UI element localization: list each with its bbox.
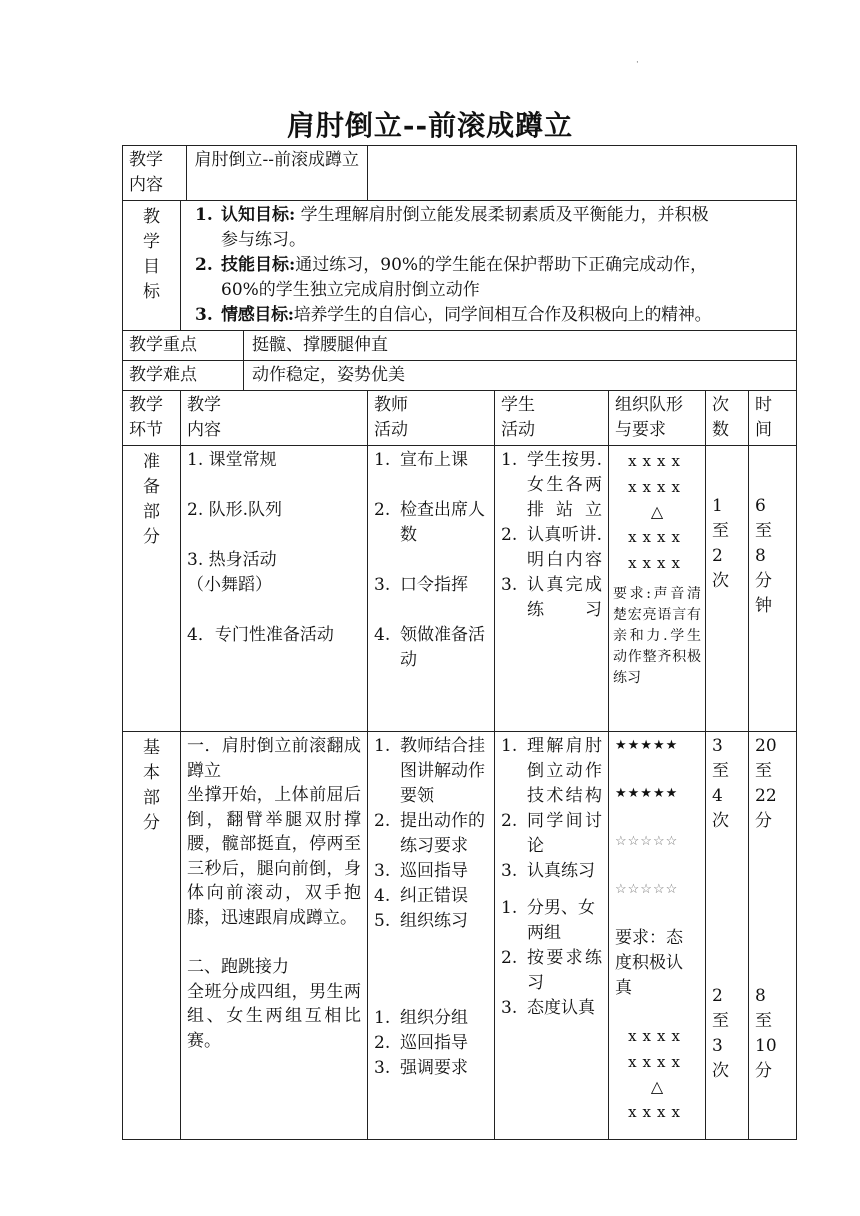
main-times: 3 至 4 次 2 至 3 次 [706,732,749,1140]
goals-row [123,201,797,331]
goals-content [181,201,797,331]
girls-group-stars: ☆☆☆☆☆ [615,834,679,849]
key-point-label: 教学重点 [123,331,244,360]
main-stage: 基 本 部 分 [123,732,181,1140]
difficulty-row [123,361,797,391]
difficulty-label: 教学难点 [123,361,244,390]
boys-group-stars: ★★★★★ [615,786,679,801]
lesson-plan-table [122,145,797,1140]
goal-cognitive: 1. 认知目标: 学生理解肩肘倒立能发展柔韧素质及平衡能力，并积极 参与练习。 [195,205,709,250]
main-requirement: 要求：态度积极认真 [615,928,683,998]
main-content: 一．肩肘倒立前滚翻成蹲立 坐撑开始，上体前屈后倒，翻臂举腿双肘撑腰，髋部挺直，停两至三秒后，腿向前倒，身体向前滚动，双手抱膝，迅速跟肩成蹲立。 二、跑跳接力 全班分成四组，男生两组、女生两组互相比赛。 [181,732,368,1140]
key-point-row [123,331,797,361]
prep-content: 1. 课堂常规 2. 队形.队列 3. 热身活动 （小舞蹈） 4．专门性准备活动 [181,446,368,732]
prep-requirement: 要求:声音清楚宏亮语言有亲和力.学生动作整齐积极练习 [613,586,701,686]
col-times: 次 数 [706,391,749,446]
prep-row [123,446,797,732]
prep-organization: xxxx xxxx △ xxxx xxxx 要求:声音清楚宏亮语言有亲和力.学生动作整齐积极练习 [609,446,706,732]
page-marker: · [636,58,639,68]
main-teacher: 1. 教师结合挂图讲解动作要领 2. 提出动作的练习要求 3. 巡回指导 4. 纠正错误 5. 组织练习 1. 组织分组 2. 巡回指导 3. 强调要求 [368,732,495,1140]
main-student: 1. 理解肩肘倒立动作技术结构 2. 同学间讨论 3. 认真练习 1. 分男、女两组 2. 按要求练习 3. 态度认真 [495,732,609,1140]
prep-duration: 6 至 8 分 钟 [749,446,797,732]
goal-affective: 3. 情感目标:培养学生的自信心，同学间相互合作及积极向上的精神。 [195,305,712,325]
content-label: 教学内容 [123,146,187,200]
goals-label: 教 学 目 标 [123,201,181,331]
key-point-value: 挺髋、撑腰腿伸直 [252,335,388,355]
content-row [123,146,797,201]
col-student: 学生 活动 [495,391,609,446]
teacher-triangle-icon: △ [650,502,664,521]
difficulty-value: 动作稳定，姿势优美 [252,365,405,385]
page-title: 肩肘倒立--前滚成蹲立 [286,109,574,142]
prep-times: 1 至 2 次 [706,446,749,732]
prep-stage: 准 备 部 分 [123,446,181,732]
goal-skill: 2. 技能目标:通过练习，90%的学生能在保护帮助下正确完成动作， 60%的学生独立完成肩肘倒立动作 [195,255,708,300]
col-duration: 时 间 [749,391,797,446]
boys-group-stars: ★★★★★ [615,738,679,753]
col-teacher: 教师 活动 [368,391,495,446]
girls-group-stars: ☆☆☆☆☆ [615,882,679,897]
content-value: 肩肘倒立--前滚成蹲立 [194,150,359,170]
prep-teacher: 1. 宣布上课 2. 检查出席人数 3. 口令指挥 4. 领做准备活动 [368,446,495,732]
prep-student: 1. 学生按男.女生各两排站立 2. 认真听讲.明白内容 3. 认真完成练习 [495,446,609,732]
teacher-triangle-icon: △ [650,1077,664,1096]
main-organization: ★★★★★ ★★★★★ ☆☆☆☆☆ ☆☆☆☆☆ 要求：态度积极认真 xxxx xxxx △ xxxx [609,732,706,1140]
column-header-row [123,391,797,446]
col-organization: 组织队形 与要求 [609,391,706,446]
main-duration: 20 至 22 分 8 至 10 分 [749,732,797,1140]
main-row [123,732,797,1140]
col-stage: 教学 环节 [123,391,181,446]
col-content: 教学 内容 [181,391,368,446]
